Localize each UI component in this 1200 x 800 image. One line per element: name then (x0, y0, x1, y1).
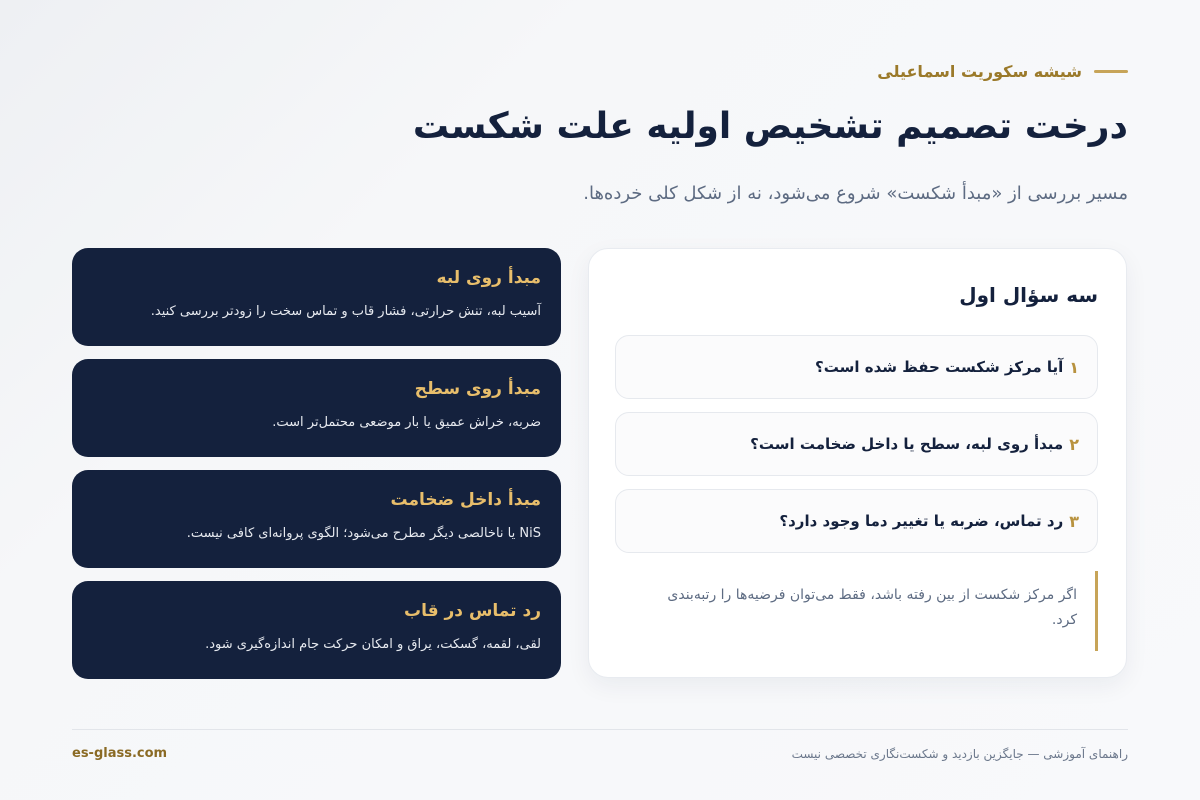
questions-panel-title: سه سؤال اول (959, 283, 1098, 307)
brand-name: شیشه سکوریت اسماعیلی (877, 62, 1082, 81)
page-title: درخت تصمیم تشخیص اولیه علت شکست (412, 106, 1128, 147)
footer-domain-link[interactable]: es-glass.com (72, 746, 168, 761)
origin-card-thickness (72, 470, 561, 568)
question-text: آیا مرکز شکست حفظ شده است؟ (815, 358, 1064, 376)
question-number: ۱ (1069, 357, 1079, 377)
question-number: ۲ (1069, 434, 1079, 454)
question-item-1 (615, 335, 1098, 399)
brand-row (877, 62, 1128, 81)
origin-card-edge (72, 248, 561, 346)
origin-cards (72, 248, 561, 692)
origin-card-frame-contact (72, 581, 561, 679)
origin-card-title: رد تماس در قاب (404, 601, 541, 621)
questions-panel (588, 248, 1127, 678)
question-item-3 (615, 489, 1098, 553)
origin-card-title: مبدأ روی لبه (436, 268, 541, 288)
panel-note: اگر مرکز شکست از بین رفته باشد، فقط می‌توان فرضیه‌ها را رتبه‌بندی کرد. (658, 571, 1098, 651)
origin-card-title: مبدأ روی سطح (414, 379, 541, 399)
question-item-2 (615, 412, 1098, 476)
origin-card-description: ضربه، خراش عمیق یا بار موضعی محتمل‌تر است. (272, 415, 541, 430)
question-number: ۳ (1069, 511, 1079, 531)
page-subtitle: مسیر بررسی از «مبدأ شکست» شروع می‌شود، نه از شکل کلی خرده‌ها. (583, 183, 1128, 204)
footer-disclaimer: راهنمای آموزشی — جایگزین بازدید و شکست‌نگاری تخصصی نیست (791, 747, 1128, 761)
origin-card-description: آسیب لبه، تنش حرارتی، فشار قاب و تماس سخت را زودتر بررسی کنید. (150, 304, 541, 319)
question-text: مبدأ روی لبه، سطح یا داخل ضخامت است؟ (750, 435, 1064, 453)
origin-card-description: NiS یا ناخالصی دیگر مطرح می‌شود؛ الگوی پروانه‌ای کافی نیست. (186, 526, 541, 541)
footer-divider (72, 729, 1128, 730)
origin-card-description: لقی، لقمه، گسکت، یراق و امکان حرکت جام اندازه‌گیری شود. (205, 637, 541, 652)
origin-card-surface (72, 359, 561, 457)
origin-card-title: مبدأ داخل ضخامت (390, 490, 541, 510)
brand-accent-line (1094, 70, 1128, 73)
question-text: رد تماس، ضربه یا تغییر دما وجود دارد؟ (779, 512, 1064, 530)
